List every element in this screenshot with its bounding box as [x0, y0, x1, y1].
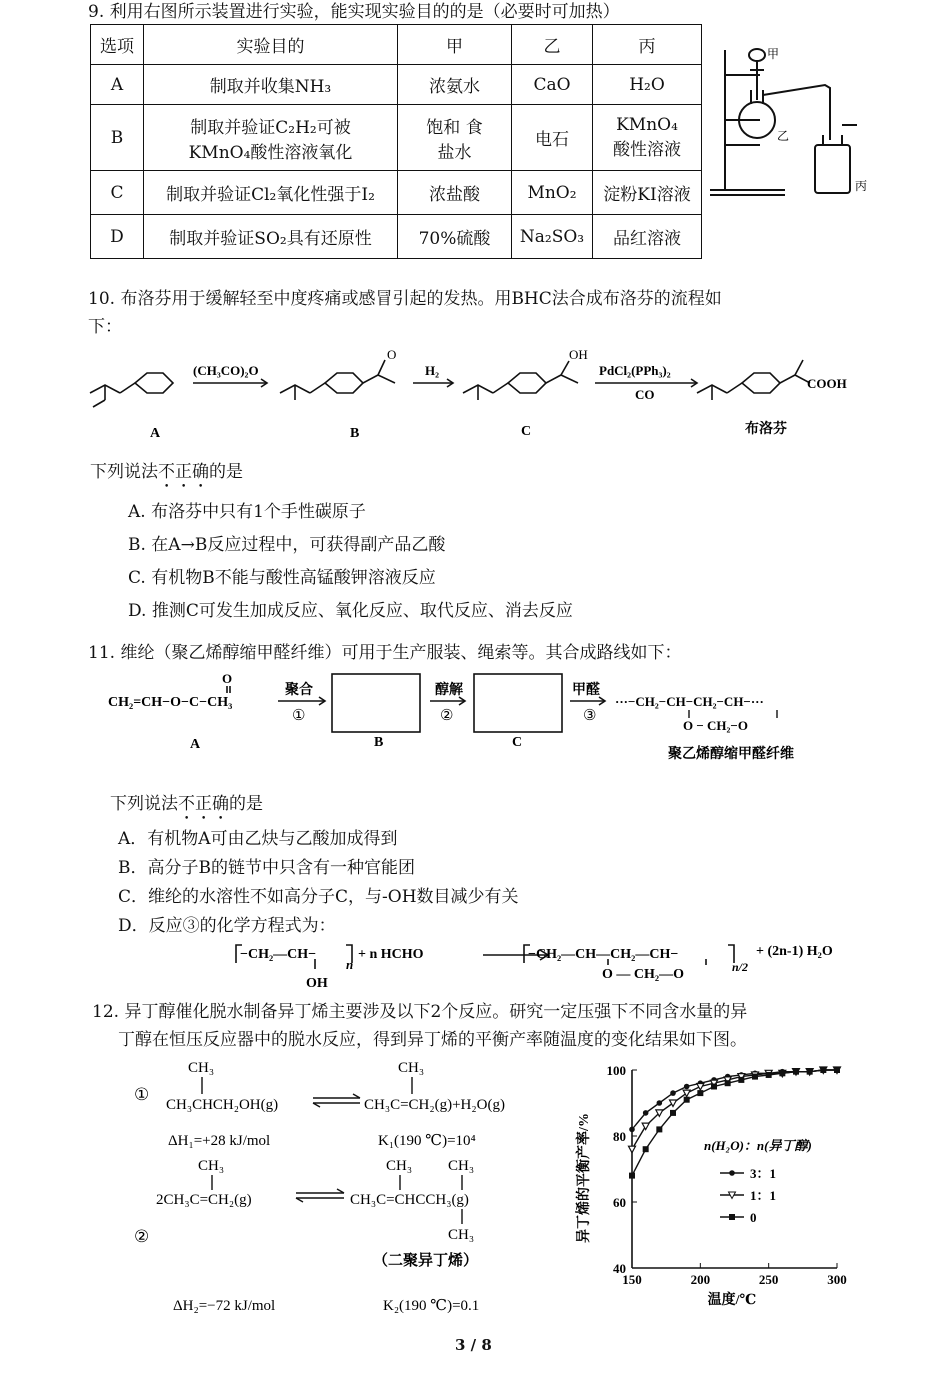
prompt-emph: 不正确 [158, 462, 209, 482]
eq-n: n [346, 957, 354, 972]
q9-table [90, 24, 702, 259]
x-axis-label: 温度/℃ [707, 1293, 757, 1308]
legend-label: 0 [750, 1210, 757, 1225]
product-name: 聚乙烯醇缩甲醛纤维 [668, 747, 794, 762]
label-c: C [512, 735, 523, 750]
y-axis-label: 异丁烯的平衡产率/% [577, 1113, 592, 1243]
r2-dh: ΔH₂=−72 kJ/mol [173, 1298, 276, 1314]
cell: 制取并验证SO₂具有还原性 [144, 215, 398, 259]
data-point [656, 1126, 662, 1132]
data-point [670, 1110, 676, 1116]
label-b: B [350, 426, 360, 441]
q9-stem: 9. 利用右图所示装置进行实验，能实现实验目的的是（必要时可加热） [88, 2, 620, 22]
data-point [629, 1173, 635, 1179]
cell: MnO₂ [512, 171, 593, 215]
y-tick-label: 60 [613, 1195, 626, 1210]
prompt-prefix: 下列说法 [110, 794, 178, 814]
step-2-num: ② [440, 708, 454, 724]
legend-marker [729, 1170, 735, 1176]
atom-o: O [387, 347, 397, 362]
cell: 品红溶液 [593, 215, 702, 259]
prompt-prefix: 下列说法 [90, 462, 158, 482]
r2-k: K₂(190 ℃)=0.1 [383, 1298, 480, 1314]
cell: 电石 [512, 105, 593, 171]
prompt-suffix: 的是 [209, 462, 243, 482]
data-point [697, 1090, 703, 1096]
monomer-o: O [222, 671, 233, 686]
r2-ch3a: CH₃ [198, 1158, 225, 1174]
data-point [642, 1123, 649, 1130]
th-yi: 乙 [512, 25, 593, 65]
legend-title: n(H₂O)：n(异丁醇) [704, 1138, 812, 1153]
data-point [697, 1084, 704, 1091]
step-1: 聚合 [285, 683, 313, 698]
x-tick-label: 150 [622, 1272, 642, 1287]
table-row [91, 65, 702, 105]
th-jia: 甲 [398, 25, 512, 65]
reagent-3b: CO [635, 387, 655, 402]
reagent-3: PdCl₂(PPh₃)₂ [599, 363, 671, 378]
cell: H₂O [593, 65, 702, 105]
eq-hcho: + n HCHO [358, 947, 424, 962]
r2-name: （二聚异丁烯） [373, 1253, 479, 1269]
q12-reactions [128, 1052, 578, 1322]
label-yi: 乙 [777, 129, 790, 143]
y-tick-label: 40 [613, 1261, 626, 1276]
step-1-num: ① [292, 708, 306, 724]
cell: Na₂SO₃ [512, 215, 593, 259]
vinylon-scheme [100, 668, 840, 768]
label-ibuprofen: 布洛芬 [745, 422, 787, 437]
x-tick-label: 300 [827, 1272, 847, 1287]
atom-cooh: COOH [807, 376, 847, 391]
eq-left-oh: OH [306, 976, 328, 991]
legend-label: 1：1 [750, 1188, 777, 1203]
table-row [91, 171, 702, 215]
data-point [752, 1074, 758, 1080]
reagent-1: (CH₃CO)₂O [193, 363, 259, 378]
q10-stem-2: 下： [88, 317, 122, 337]
q12-stem-1: 12. 异丁醇催化脱水制备异丁烯主要涉及以下2个反应。研究一定压强下不同含水量的异 [92, 1002, 748, 1022]
th-goal: 实验目的 [144, 25, 398, 65]
data-point [807, 1069, 813, 1075]
r1-dh: ΔH₁=+28 kJ/mol [168, 1133, 271, 1149]
data-point [629, 1127, 635, 1133]
data-point [766, 1072, 772, 1078]
eq-n2: n/2 [732, 960, 749, 974]
data-point [738, 1077, 744, 1083]
cell: 饱和 食盐水 [398, 105, 512, 171]
th-bing: 丙 [593, 25, 702, 65]
data-point [834, 1067, 840, 1073]
label-b: B [374, 735, 384, 750]
r1-ch3a: CH₃ [188, 1060, 215, 1076]
data-point [684, 1084, 690, 1090]
table-row [91, 215, 702, 259]
prompt-emph: 不正确 [178, 794, 229, 814]
r1-num: ① [134, 1085, 150, 1104]
reagent-2: H₂ [425, 363, 440, 378]
monomer: CH₂=CH−O−C−CH₃ [108, 695, 233, 710]
eq-water: + (2n-1) H₂O [756, 944, 833, 959]
cell: 制取并验证C₂H₂可被 KMnO₄酸性溶液氧化 [144, 105, 398, 171]
q11-option-a: A．有机物A可由乙炔与乙酸加成得到 [118, 829, 398, 849]
r2-ch3c: CH₃ [448, 1158, 475, 1174]
x-tick-label: 200 [690, 1272, 711, 1287]
step-3-num: ③ [583, 708, 597, 724]
eq-right: −CH₂—CH—CH₂—CH− [528, 947, 679, 962]
q10-option-a: A. 布洛芬中只有1个手性碳原子 [128, 502, 366, 522]
cell: A [91, 65, 144, 105]
r1-k: K₁(190 ℃)=10⁴ [378, 1133, 476, 1149]
r2-ch3d: CH₃ [448, 1227, 475, 1243]
y-tick-label: 100 [606, 1063, 626, 1078]
data-point [643, 1146, 649, 1152]
q11-option-d: D．反应③的化学方程式为： [118, 916, 336, 936]
cell: 浓盐酸 [398, 171, 512, 215]
q11-stem: 11. 维纶（聚乙烯醇缩甲醛纤维）可用于生产服装、绳索等。其合成路线如下： [88, 643, 682, 663]
data-point [684, 1097, 690, 1103]
q10-option-d: D. 推测C可发生加成反应、氧化反应、取代反应、消去反应 [128, 601, 573, 621]
label-jia: 甲 [767, 47, 780, 61]
r2-ch3b: CH₃ [386, 1158, 413, 1174]
label-a: A [190, 737, 201, 752]
step-2: 醇解 [435, 683, 463, 698]
q12-stem-2: 丁醇在恒压反应器中的脱水反应，得到异丁烯的平衡产率随温度的变化结果如下图。 [118, 1030, 747, 1050]
table-row [91, 105, 702, 171]
cell: 浓氨水 [398, 65, 512, 105]
legend-label: 3：1 [750, 1166, 777, 1181]
q11-prompt [110, 792, 263, 824]
q10-stem-1: 10. 布洛芬用于缓解轻至中度疼痛或感冒引起的发热。用BHC法合成布洛芬的流程如 [88, 289, 722, 309]
data-point [725, 1080, 731, 1086]
q10-prompt [90, 460, 243, 492]
eq-right-sub: O — CH₂—O [602, 967, 684, 982]
data-point [657, 1100, 663, 1106]
cell: 制取并验证Cl₂氧化性强于I₂ [144, 171, 398, 215]
r1-right: CH₃C=CH₂(g)+H₂O(g) [364, 1097, 505, 1113]
yield-chart [572, 1058, 862, 1313]
r2-left: 2CH₃C=CH₂(g) [156, 1192, 252, 1208]
q10-option-b: B. 在A→B反应过程中，可获得副产品乙酸 [128, 535, 446, 555]
cell: KMnO₄ 酸性溶液 [593, 105, 702, 171]
q11-equation [228, 935, 868, 997]
data-point [670, 1090, 676, 1096]
r2-right: CH₃C=CHCCH₃(g) [350, 1192, 469, 1208]
data-point [779, 1070, 785, 1076]
label-bing: 丙 [855, 179, 868, 193]
data-point [711, 1084, 717, 1090]
y-tick-label: 80 [613, 1129, 626, 1144]
cell: CaO [512, 65, 593, 105]
legend-marker [729, 1214, 735, 1220]
data-point [793, 1069, 799, 1075]
data-point [820, 1067, 826, 1073]
q11-option-c: C．维纶的水溶性不如高分子C，与-OH数目减少有关 [118, 887, 519, 907]
cell: 制取并收集NH₃ [144, 65, 398, 105]
cell: 淀粉KI溶液 [593, 171, 702, 215]
cell: 70%硫酸 [398, 215, 512, 259]
product-chain: ···−CH₂−CH−CH₂−CH−··· [615, 694, 764, 709]
cell: C [91, 171, 144, 215]
label-a: A [150, 426, 161, 441]
q10-option-c: C. 有机物B不能与酸性高锰酸钾溶液反应 [128, 568, 436, 588]
data-point [643, 1110, 649, 1116]
r2-num: ② [134, 1227, 150, 1246]
step-3: 甲醛 [572, 683, 600, 698]
apparatus-diagram [705, 40, 875, 200]
r1-ch3b: CH₃ [398, 1060, 425, 1076]
data-point [629, 1146, 636, 1153]
prompt-suffix: 的是 [229, 794, 263, 814]
label-c: C [521, 424, 532, 439]
th-option: 选项 [91, 25, 144, 65]
page-number: 3 / 8 [455, 1336, 492, 1354]
ibuprofen-scheme [85, 345, 865, 450]
r1-left: CH₃CHCH₂OH(g) [166, 1097, 279, 1113]
cell: B [91, 105, 144, 171]
eq-left: −CH₂—CH− [240, 947, 317, 962]
series-line [632, 1070, 837, 1176]
product-ring: O − CH₂−O [683, 718, 748, 733]
cell: D [91, 215, 144, 259]
atom-oh: OH [569, 347, 588, 362]
q11-option-b: B．高分子B的链节中只含有一种官能团 [118, 858, 415, 878]
x-tick-label: 250 [758, 1272, 779, 1287]
